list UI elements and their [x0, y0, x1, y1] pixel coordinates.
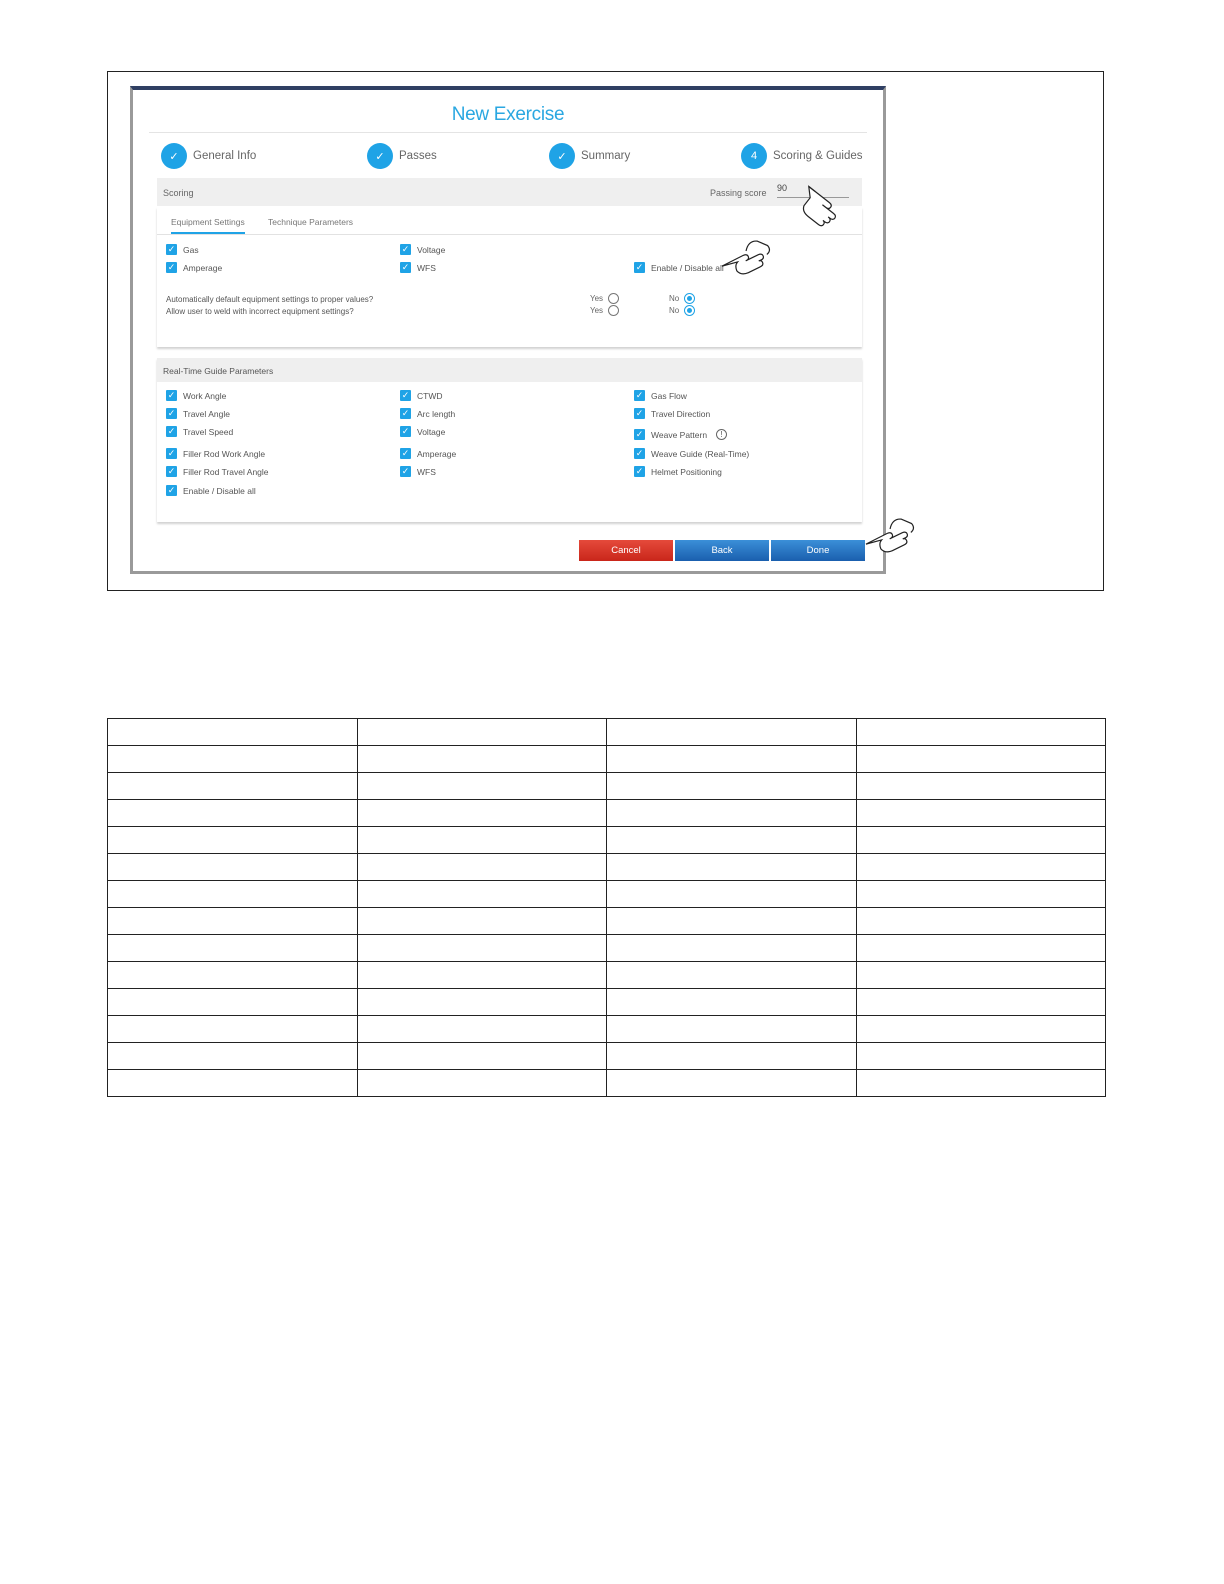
table-cell [856, 989, 1106, 1016]
table-cell [607, 935, 857, 962]
table-row [108, 962, 1106, 989]
checkmark-icon: ✓ [167, 244, 176, 254]
equipment-settings-card [157, 207, 862, 347]
weave-guide-checkbox[interactable] [634, 448, 749, 459]
table-cell [357, 1043, 607, 1070]
table-cell [357, 962, 607, 989]
checkbox-label: Enable / Disable all [183, 485, 256, 496]
table-row [108, 1043, 1106, 1070]
checkbox-label: CTWD [417, 390, 443, 401]
checkmark-icon: ✓ [167, 426, 176, 436]
checkmark-icon: ✓ [401, 390, 410, 400]
ctwd-checkbox[interactable] [400, 390, 443, 401]
auto-default-no-radio[interactable] [669, 293, 695, 304]
table-cell [357, 1070, 607, 1097]
table-cell [607, 773, 857, 800]
table-cell [108, 935, 358, 962]
table-cell [108, 1070, 358, 1097]
radio-label: No [669, 294, 680, 303]
arc-length-checkbox[interactable] [400, 408, 455, 419]
checkbox-label: WFS [417, 466, 436, 477]
new-exercise-window [130, 86, 886, 574]
hand-pointer-icon [862, 514, 920, 554]
realtime-enable-all-checkbox[interactable] [166, 485, 256, 496]
auto-default-question: Automatically default equipment settings to proper values? [166, 295, 374, 304]
travel-angle-checkbox[interactable] [166, 408, 230, 419]
table-row [108, 827, 1106, 854]
radio-label: Yes [590, 294, 604, 303]
table-row [108, 800, 1106, 827]
table-cell [357, 773, 607, 800]
step-complete-check-icon: ✓ [549, 143, 575, 169]
step-summary[interactable] [549, 142, 630, 170]
table-cell [108, 1043, 358, 1070]
table-cell [856, 935, 1106, 962]
table-row [108, 719, 1106, 746]
checkmark-icon: ✓ [635, 448, 644, 458]
radio-circle [608, 305, 619, 316]
table-row [108, 1016, 1106, 1043]
back-button[interactable]: Back [675, 540, 769, 561]
checkbox-label: Weave Pattern [651, 429, 708, 440]
checkmark-icon: ✓ [167, 390, 176, 400]
checkmark-icon: ✓ [401, 262, 410, 272]
radio-circle [608, 293, 619, 304]
scoring-label: Scoring [163, 188, 194, 198]
realtime-wfs-checkbox[interactable] [400, 466, 436, 477]
checkmark-icon: ✓ [401, 448, 410, 458]
radio-circle-selected [684, 293, 695, 304]
checkbox-label: Gas [183, 244, 199, 255]
table-cell [357, 908, 607, 935]
radio-label: Yes [590, 306, 604, 315]
filler-rod-work-angle-checkbox[interactable] [166, 448, 265, 459]
step-complete-check-icon: ✓ [367, 143, 393, 169]
table-cell [856, 1043, 1106, 1070]
checkbox-label: Arc length [417, 408, 456, 419]
table-cell [357, 827, 607, 854]
done-button[interactable]: Done [771, 540, 865, 561]
checkmark-icon: ✓ [635, 408, 644, 418]
checkbox-label: Work Angle [183, 390, 227, 401]
checkmark-icon: ✓ [167, 408, 176, 418]
tab-equipment-settings[interactable]: Equipment Settings [171, 217, 245, 234]
allow-incorrect-yes-radio[interactable] [590, 305, 619, 316]
table-cell [108, 746, 358, 773]
title-divider [149, 132, 867, 133]
page-title: New Exercise [451, 104, 565, 125]
checkmark-icon: ✓ [167, 485, 176, 495]
table-row [108, 1070, 1106, 1097]
table-cell [607, 908, 857, 935]
checkmark-icon: ✓ [167, 466, 176, 476]
realtime-amperage-checkbox[interactable] [400, 448, 456, 459]
table-row [108, 935, 1106, 962]
table-cell [108, 1016, 358, 1043]
radio-circle-selected [684, 305, 695, 316]
checkmark-icon: ✓ [635, 466, 644, 476]
amperage-checkbox[interactable] [166, 262, 222, 273]
step-number-badge: 4 [741, 143, 767, 169]
checkmark-icon: ✓ [401, 244, 410, 254]
table-cell [108, 989, 358, 1016]
table-cell [108, 827, 358, 854]
step-passes[interactable] [367, 142, 437, 170]
gas-flow-checkbox[interactable] [634, 390, 687, 401]
empty-parameter-table [107, 718, 1106, 1097]
table-cell [607, 1070, 857, 1097]
voltage-checkbox[interactable] [400, 244, 445, 255]
realtime-guide-card [157, 358, 862, 522]
step-complete-check-icon: ✓ [161, 143, 187, 169]
cancel-button[interactable]: Cancel [579, 540, 673, 561]
table-cell [357, 935, 607, 962]
step-label: Passes [399, 150, 437, 162]
table-cell [607, 746, 857, 773]
table-cell [357, 989, 607, 1016]
table-cell [108, 962, 358, 989]
checkmark-icon: ✓ [635, 262, 644, 272]
table-cell [856, 1016, 1106, 1043]
weave-pattern-checkbox[interactable] [634, 429, 727, 440]
gas-checkbox[interactable] [166, 244, 199, 255]
helmet-positioning-checkbox[interactable] [634, 466, 722, 477]
table-cell [108, 854, 358, 881]
table-cell [357, 746, 607, 773]
table-cell [607, 1016, 857, 1043]
step-label: Scoring & Guides [773, 150, 863, 162]
auto-default-yes-radio[interactable] [590, 293, 619, 304]
table-cell [607, 827, 857, 854]
table-cell [357, 881, 607, 908]
table-cell [108, 800, 358, 827]
filler-rod-travel-angle-checkbox[interactable] [166, 466, 269, 477]
passing-score-label: Passing score [710, 188, 767, 198]
checkbox-label: Amperage [183, 262, 223, 273]
wfs-checkbox[interactable] [400, 262, 436, 273]
checkbox-label: Filler Rod Travel Angle [183, 466, 269, 477]
checkbox-label: Travel Speed [183, 426, 234, 437]
table-cell [856, 962, 1106, 989]
table-cell [357, 1016, 607, 1043]
checkmark-icon: ✓ [401, 426, 410, 436]
work-angle-checkbox[interactable] [166, 390, 226, 401]
table-cell [856, 746, 1106, 773]
table-cell [108, 719, 358, 746]
table-cell [856, 881, 1106, 908]
table-cell [108, 881, 358, 908]
travel-speed-checkbox[interactable] [166, 426, 233, 437]
checkbox-label: Helmet Positioning [651, 466, 722, 477]
table-cell [607, 989, 857, 1016]
table-cell [856, 908, 1106, 935]
table-cell [607, 719, 857, 746]
table-row [108, 908, 1106, 935]
checkmark-icon: ✓ [167, 448, 176, 458]
table-cell [357, 719, 607, 746]
realtime-voltage-checkbox[interactable] [400, 426, 445, 437]
checkbox-label: Weave Guide (Real-Time) [651, 448, 750, 459]
step-scoring-guides[interactable] [741, 142, 863, 170]
table-cell [856, 800, 1106, 827]
table-row [108, 854, 1106, 881]
checkmark-icon: ✓ [635, 390, 644, 400]
table-cell [856, 827, 1106, 854]
hand-pointer-icon [718, 236, 776, 276]
table-cell [357, 800, 607, 827]
table-cell [607, 1043, 857, 1070]
tab-technique-parameters[interactable]: Technique Parameters [268, 217, 354, 227]
equipment-enable-all-checkbox[interactable] [634, 262, 724, 273]
checkmark-icon: ✓ [401, 408, 410, 418]
travel-direction-checkbox[interactable] [634, 408, 710, 419]
checkmark-icon: ✓ [401, 466, 410, 476]
checkbox-label: Travel Direction [651, 408, 711, 419]
settings-tabs [157, 207, 862, 235]
checkbox-label: Voltage [417, 244, 446, 255]
table-row [108, 773, 1106, 800]
allow-incorrect-question: Allow user to weld with incorrect equipment settings? [166, 307, 354, 316]
checkmark-icon: ✓ [635, 429, 644, 439]
table-cell [856, 854, 1106, 881]
info-icon[interactable]: ! [716, 429, 727, 440]
step-general-info[interactable] [161, 142, 256, 170]
checkbox-label: Voltage [417, 426, 446, 437]
table-cell [607, 881, 857, 908]
table-row [108, 881, 1106, 908]
checkbox-label: WFS [417, 262, 436, 273]
realtime-guide-header: Real-Time Guide Parameters [157, 358, 862, 382]
table-cell [108, 908, 358, 935]
table-cell [856, 773, 1106, 800]
table-cell [357, 854, 607, 881]
checkmark-icon: ✓ [167, 262, 176, 272]
checkbox-label: Filler Rod Work Angle [183, 448, 266, 459]
table-cell [607, 962, 857, 989]
allow-incorrect-no-radio[interactable] [669, 305, 695, 316]
table-cell [856, 719, 1106, 746]
scoring-header [157, 178, 862, 206]
radio-label: No [669, 306, 680, 315]
table-row [108, 746, 1106, 773]
table-cell [607, 854, 857, 881]
table-cell [108, 773, 358, 800]
checkbox-label: Amperage [417, 448, 457, 459]
checkbox-label: Gas Flow [651, 390, 687, 401]
checkbox-label: Enable / Disable all [651, 262, 724, 273]
passing-score-input[interactable]: 90 [777, 183, 849, 198]
step-label: General Info [193, 150, 257, 162]
table-row [108, 989, 1106, 1016]
hand-pointer-icon [796, 180, 852, 232]
table-cell [607, 800, 857, 827]
checkbox-label: Travel Angle [183, 408, 230, 419]
step-label: Summary [581, 150, 631, 162]
table-cell [856, 1070, 1106, 1097]
